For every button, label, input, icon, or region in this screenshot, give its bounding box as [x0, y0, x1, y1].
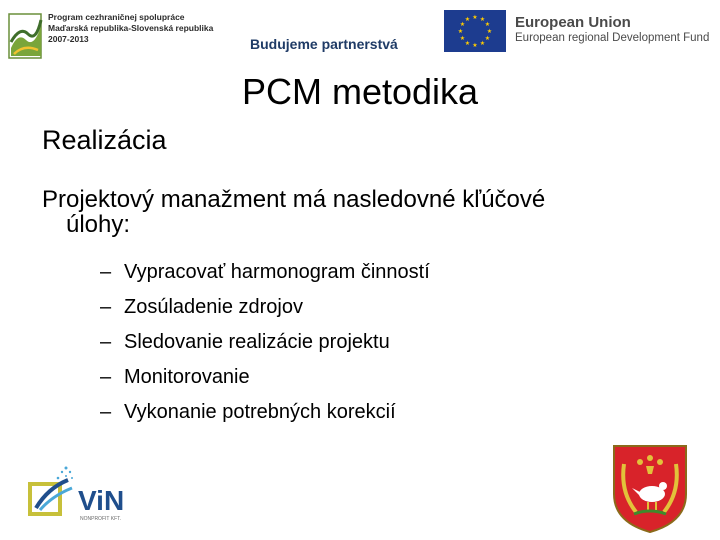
program-logo-line1: Program cezhraničnej spolupráce — [48, 12, 185, 22]
list-item — [100, 360, 430, 395]
list-item-text: Sledovanie realizácie projektu — [124, 331, 390, 353]
bullet-dash: – — [100, 331, 112, 353]
list-item-text: Monitorovanie — [124, 366, 250, 388]
bullet-dash: – — [100, 366, 112, 388]
list-item — [100, 395, 430, 430]
list-item — [100, 255, 430, 290]
svg-text:★: ★ — [479, 16, 486, 23]
vin-logo — [22, 462, 147, 530]
program-logo — [8, 12, 213, 64]
svg-text:★: ★ — [486, 28, 493, 35]
list-item-text: Vypracovať harmonogram činností — [124, 261, 430, 283]
program-logo-text — [48, 12, 213, 45]
slide-title-text: PCM metodika — [241, 71, 479, 112]
lead-paragraph — [42, 187, 682, 237]
program-emblem-icon — [8, 12, 44, 62]
vin-logo-text: ViN — [78, 485, 125, 516]
list-item — [100, 290, 430, 325]
svg-text:★: ★ — [459, 35, 466, 42]
bullet-dash: – — [100, 261, 112, 283]
task-list — [100, 255, 430, 430]
svg-text:★: ★ — [457, 28, 464, 35]
svg-text:★: ★ — [472, 14, 478, 21]
bullet-dash: – — [100, 401, 112, 423]
vin-logo-subtext: NONPROFIT KFT. — [80, 516, 122, 522]
bullet-dash: – — [100, 296, 112, 318]
list-item — [100, 325, 430, 360]
program-logo-line3: 2007-2013 — [48, 34, 89, 44]
svg-text:★: ★ — [484, 21, 491, 28]
svg-text:★: ★ — [464, 16, 471, 23]
list-item-text: Zosúladenie zdrojov — [124, 296, 303, 318]
svg-text:★: ★ — [472, 42, 478, 49]
eu-title: European Union — [515, 14, 631, 31]
lead-line1: Projektový manažment má nasledovné kľúčové — [42, 186, 546, 213]
eu-fund-name: European regional Development Fund — [515, 32, 710, 44]
section-heading: Realizácia — [42, 125, 167, 155]
svg-text:★: ★ — [464, 40, 471, 47]
slide-title — [0, 70, 720, 114]
lead-line2: úlohy: — [66, 211, 131, 238]
list-item-text: Vykonanie potrebných korekcií — [124, 401, 396, 423]
eu-flag-icon — [444, 10, 506, 52]
coat-of-arms-icon — [610, 442, 690, 534]
svg-text:★: ★ — [479, 40, 486, 47]
svg-text:★: ★ — [459, 21, 466, 28]
tagline: Budujeme partnerstvá — [250, 36, 398, 52]
svg-text:★: ★ — [484, 35, 491, 42]
program-logo-line2: Maďarská republika-Slovenská republika — [48, 23, 214, 33]
